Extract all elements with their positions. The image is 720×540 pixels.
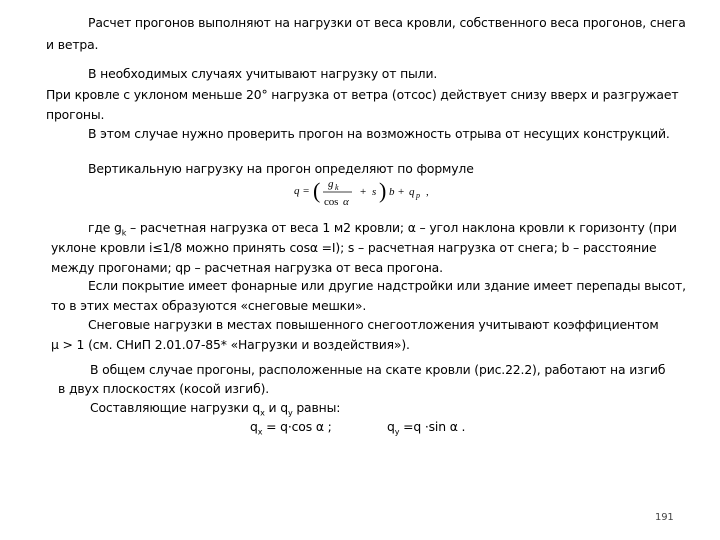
paragraph-6-line-2: уклоне кровли i≤1/8 можно принять cosα =I); s – расчетная нагрузка от снега; b – расстояние bbox=[51, 240, 657, 255]
formula-b: b bbox=[389, 186, 395, 198]
paragraph-8-line-2: μ > 1 (см. СНиП 2.01.07-85* «Нагрузки и воздействия»). bbox=[51, 337, 410, 352]
formula-plus-2: + bbox=[398, 186, 405, 198]
qx-label: q bbox=[250, 419, 258, 434]
paragraph-10 bbox=[90, 402, 340, 417]
formula-s: s bbox=[372, 186, 377, 198]
p10-qx-sub: x bbox=[260, 408, 265, 418]
formula-alpha: α bbox=[343, 196, 349, 208]
paragraph-9-line-1: В общем случае прогоны, расположенные на скате кровли (рис.22.2), работают на изгиб bbox=[90, 362, 666, 377]
p10-text-b: и q bbox=[264, 400, 288, 415]
paragraph-8-line-1: Снеговые нагрузки в местах повышенного снегоотложения учитывают коэффициентом bbox=[88, 317, 659, 332]
formula-comma: , bbox=[426, 186, 429, 198]
formula-equals: = bbox=[303, 185, 310, 197]
paragraph-1-line-2: и ветра. bbox=[46, 37, 99, 52]
p10-qy-sub: y bbox=[287, 408, 293, 418]
paragraph-6-line-1 bbox=[88, 222, 677, 237]
component-qx bbox=[250, 421, 332, 436]
formula-plus-1: + bbox=[360, 186, 367, 198]
p6-text-a: где g bbox=[88, 220, 122, 235]
component-qy bbox=[387, 421, 465, 436]
paragraph-2: В необходимых случаях учитывают нагрузку от пыли. bbox=[88, 66, 438, 81]
paragraph-1-line-1: Расчет прогонов выполняют на нагрузки от веса кровли, собственного веса прогонов, снега bbox=[88, 15, 686, 30]
qx-sub: x bbox=[257, 427, 263, 437]
page-number: 191 bbox=[655, 512, 674, 523]
formula-q: q bbox=[294, 185, 300, 197]
qx-expression: = q·cos α ; bbox=[262, 419, 332, 434]
paragraph-3-line-1: При кровле с уклоном меньше 20° нагрузка от ветра (отсос) действует снизу вверх и разгружает bbox=[46, 87, 679, 102]
p10-text-c: равны: bbox=[292, 400, 341, 415]
paragraph-4: В этом случае нужно проверить прогон на возможность отрыва от несущих конструкций. bbox=[88, 126, 670, 141]
qy-label: q bbox=[387, 419, 395, 434]
paragraph-7-line-2: то в этих местах образуются «снеговые мешки». bbox=[51, 298, 367, 313]
paragraph-6-line-3: между прогонами; qр – расчетная нагрузка от веса прогона. bbox=[51, 260, 443, 275]
paragraph-7-line-1: Если покрытие имеет фонарные или другие надстройки или здание имеет перепады высот, bbox=[88, 278, 686, 293]
qy-expression: =q ·sin α . bbox=[399, 419, 466, 434]
formula-gk-sub: k bbox=[335, 183, 339, 192]
paragraph-3-line-2: прогоны. bbox=[46, 107, 105, 122]
formula-left-paren: ( bbox=[313, 178, 321, 203]
p6-text-b: – расчетная нагрузка от веса 1 м2 кровли; α – угол наклона кровли к горизонту (при bbox=[126, 220, 677, 235]
paragraph-5: Вертикальную нагрузку на прогон определяют по формуле bbox=[88, 161, 474, 176]
load-formula bbox=[280, 172, 450, 212]
formula-qp: q bbox=[409, 186, 415, 198]
paragraph-9-line-2: в двух плоскостях (косой изгиб). bbox=[58, 381, 270, 396]
p10-text-a: Составляющие нагрузки q bbox=[90, 400, 261, 415]
formula-gk: g bbox=[328, 178, 334, 190]
formula-cos: cos bbox=[324, 196, 339, 208]
formula-qp-sub: p bbox=[416, 191, 420, 200]
qy-sub: y bbox=[394, 427, 400, 437]
formula-right-paren: ) bbox=[379, 178, 387, 203]
p6-gk-sub: k bbox=[121, 228, 127, 238]
